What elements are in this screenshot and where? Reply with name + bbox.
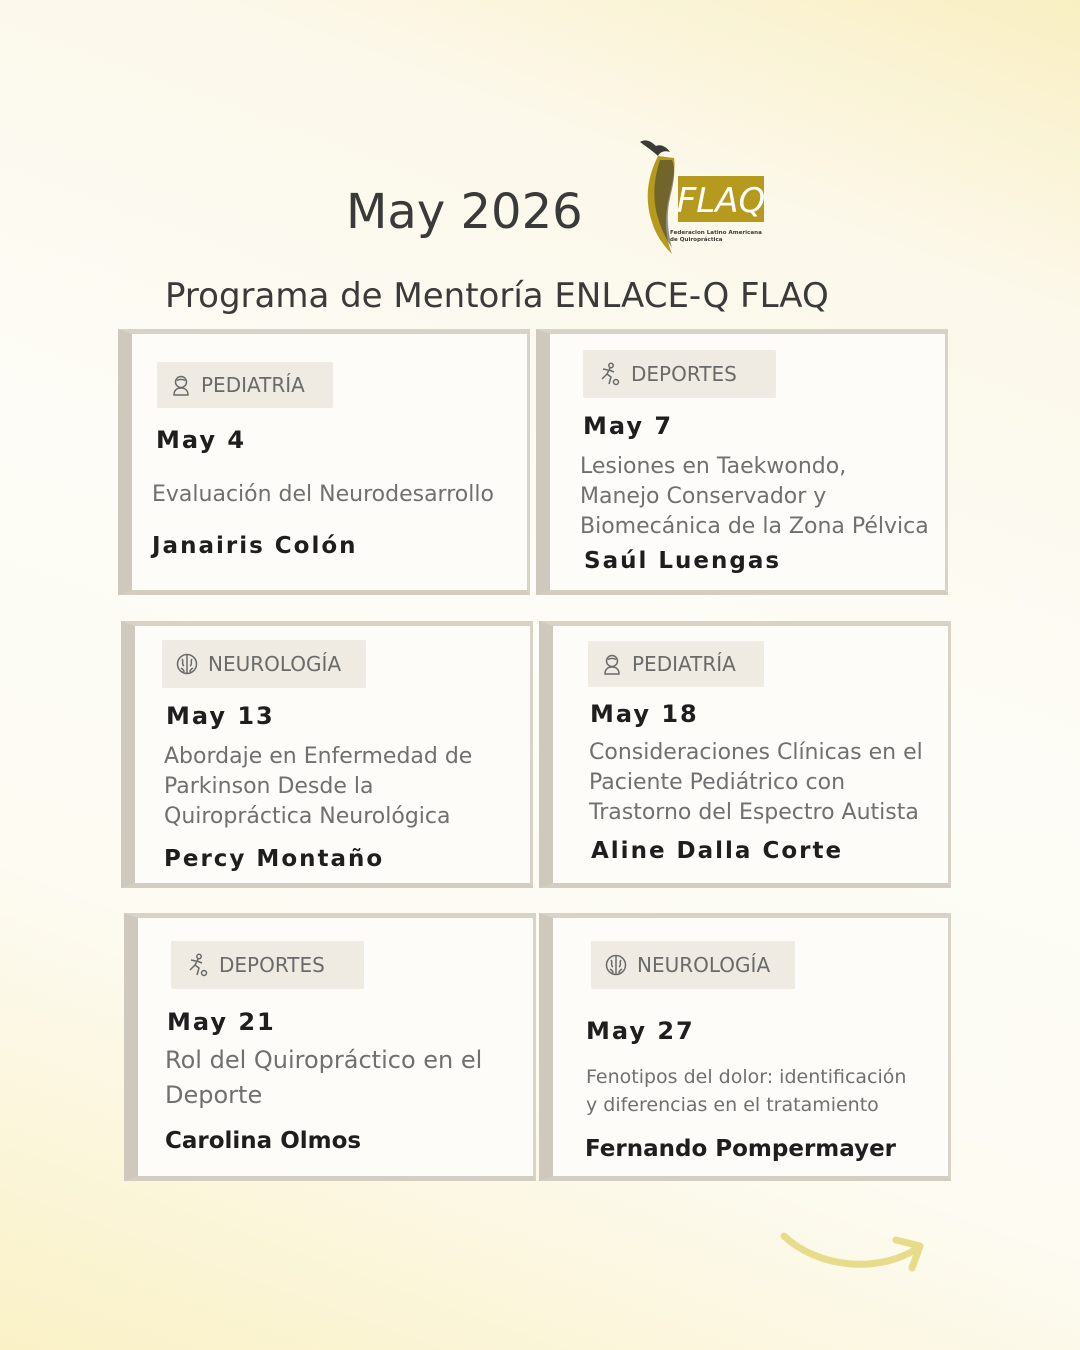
page-subtitle: Programa de Mentoría ENLACE-Q FLAQ — [165, 276, 829, 316]
event-topic: Rol del Quiropráctico en el Deporte — [165, 1046, 483, 1109]
page-title: May 2026 — [346, 184, 583, 240]
event-card-may-27 — [539, 913, 951, 1181]
event-topic: Abordaje en Enfermedad de Parkinson Desde la Quiropráctica Neurológica — [164, 744, 473, 829]
event-speaker: Fernando Pompermayer — [585, 1136, 897, 1162]
event-speaker: Janairis Colón — [152, 533, 358, 559]
category-tag — [171, 941, 364, 989]
event-date: May 18 — [590, 700, 699, 728]
category-label: NEUROLOGÍA — [637, 953, 771, 977]
event-date: May 4 — [156, 426, 247, 454]
event-date: May 7 — [583, 412, 674, 440]
event-card-may-18 — [539, 621, 951, 888]
event-card-may-4 — [118, 329, 530, 595]
brain-icon — [176, 653, 198, 675]
swipe-arrow-icon[interactable] — [778, 1228, 932, 1278]
category-tag — [591, 941, 795, 989]
logo-mark: FLAQ — [676, 181, 766, 221]
sports-icon — [597, 362, 621, 386]
event-speaker: Percy Montaño — [164, 846, 385, 872]
event-topic: Lesiones en Taekwondo, Manejo Conservador y Biomecánica de la Zona Pélvica — [580, 454, 929, 539]
event-date: May 21 — [167, 1008, 276, 1036]
event-card-may-7 — [536, 329, 948, 595]
category-label: DEPORTES — [631, 362, 737, 386]
event-speaker: Saúl Luengas — [584, 548, 782, 574]
category-label: NEUROLOGÍA — [208, 652, 342, 676]
category-tag — [588, 641, 764, 687]
category-label: PEDIATRÍA — [201, 373, 305, 397]
event-card-may-21 — [124, 913, 536, 1181]
category-label: DEPORTES — [219, 953, 325, 977]
event-topic: Fenotipos del dolor: identificación y diferencias en el tratamiento — [586, 1066, 907, 1116]
logo-line1: Federacion Latino Americana — [670, 230, 762, 236]
flaq-logo — [636, 136, 768, 256]
brain-icon — [605, 954, 627, 976]
logo-line2: de Quiropráctica — [670, 237, 723, 243]
event-topic: Evaluación del Neurodesarrollo — [152, 482, 494, 507]
event-date: May 27 — [586, 1017, 695, 1045]
category-tag — [157, 362, 333, 408]
category-tag — [162, 640, 366, 688]
pediatrics-icon — [602, 653, 622, 675]
event-speaker: Carolina Olmos — [165, 1128, 362, 1154]
category-tag — [583, 350, 776, 398]
sports-icon — [185, 953, 209, 977]
event-card-may-13 — [121, 621, 533, 888]
category-label: PEDIATRÍA — [632, 652, 736, 676]
event-date: May 13 — [166, 702, 275, 730]
event-topic: Consideraciones Clínicas en el Paciente Pediátrico con Trastorno del Espectro Autista — [589, 740, 923, 825]
event-speaker: Aline Dalla Corte — [591, 838, 844, 864]
pediatrics-icon — [171, 374, 191, 396]
